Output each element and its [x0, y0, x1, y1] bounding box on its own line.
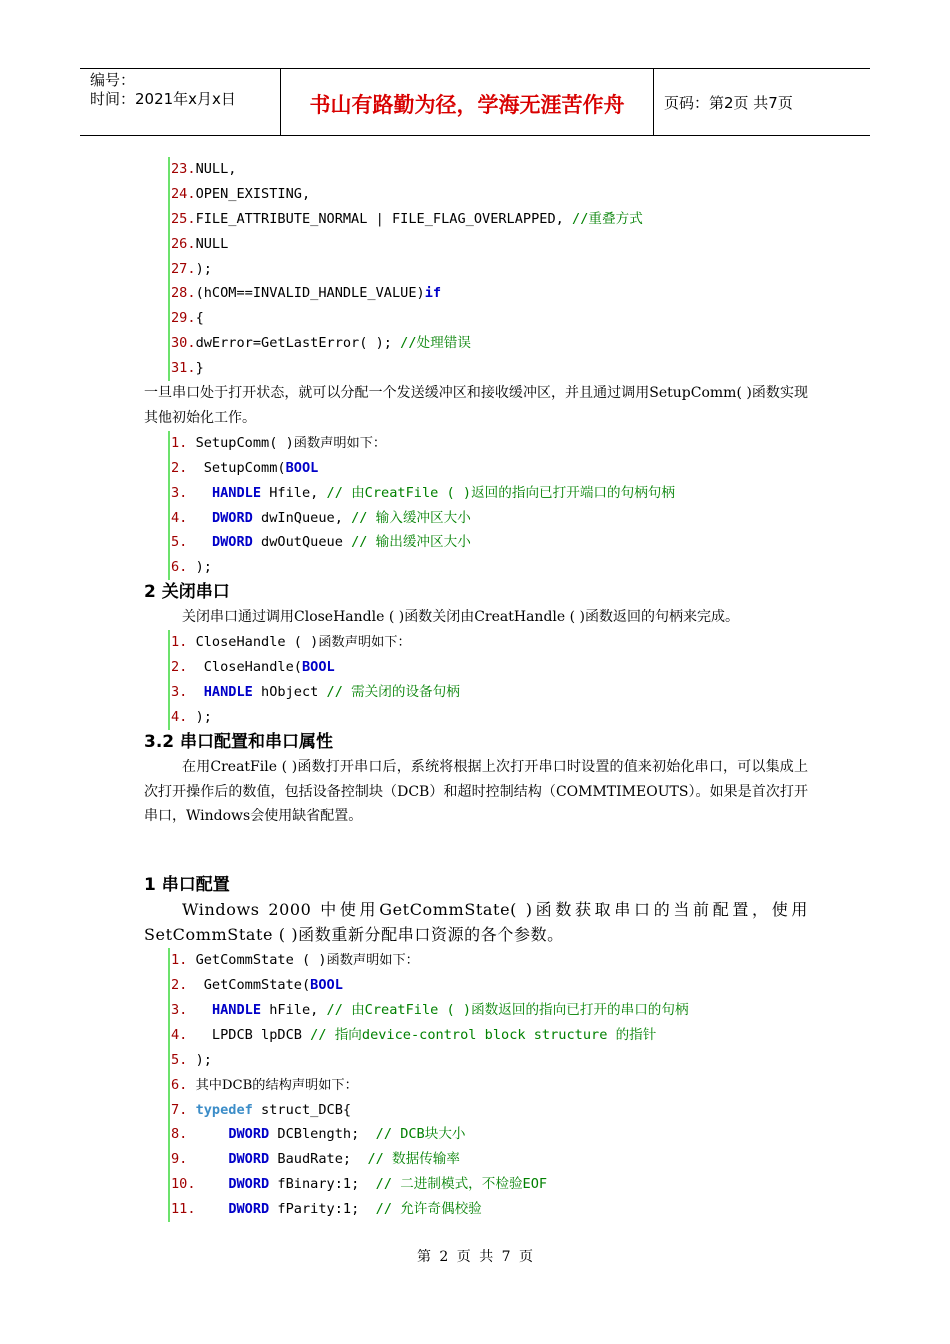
keyword: HANDLE — [211, 1001, 262, 1018]
code-block-closehandle — [168, 630, 808, 730]
code-text: OPEN_EXISTING, — [195, 185, 311, 202]
keyword: typedef — [195, 1101, 253, 1118]
code-text: hFile, — [261, 1001, 327, 1018]
code-text: SetupComm( — [195, 459, 286, 476]
line-number: 2. — [171, 459, 196, 476]
code-line — [171, 232, 808, 257]
code-text: Hfile, — [261, 484, 327, 501]
keyword: BOOL — [301, 658, 335, 675]
code-text: } — [195, 360, 204, 377]
line-number: 6. — [171, 1076, 196, 1093]
line-number: 26. — [171, 235, 196, 252]
code-text: ); — [195, 708, 212, 725]
code-text — [196, 534, 212, 550]
code-text — [196, 684, 204, 700]
code-line — [171, 431, 808, 456]
code-text: { — [195, 310, 204, 327]
line-number: 11. — [171, 1201, 196, 1218]
code-line — [171, 655, 808, 680]
keyword: BOOL — [310, 977, 343, 994]
code-line — [171, 157, 808, 182]
code-note: 函数声明如下： — [326, 953, 419, 969]
code-comment: //处理错误 — [400, 335, 471, 352]
code-text: hObject — [252, 683, 327, 700]
code-text: ); — [195, 260, 212, 277]
code-block-createfile-tail — [168, 157, 808, 381]
code-line — [171, 630, 808, 655]
code-text: DCBlength; — [269, 1126, 376, 1143]
code-line — [171, 506, 808, 531]
code-text — [196, 485, 212, 501]
paragraph-setupcomm-intro: 一旦串口处于打开状态，就可以分配一个发送缓冲区和接收缓冲区，并且通过调用SetupComm( )函数实现其他初始化工作。 — [144, 385, 808, 426]
paragraph-port-config-intro: 在用CreatFile ( )函数打开串口后，系统将根据上次打开串口时设置的值来初始化串口，可以集成上次打开操作后的数值，包括设备控制块（DCB）和超时控制结构（COMMTIMEOUTS）。如果是首次打开串口，Windows会使用缺省配置。 — [144, 758, 808, 825]
line-number: 1. — [171, 434, 196, 451]
line-number: 23. — [171, 161, 196, 177]
code-text: dwOutQueue — [252, 534, 352, 551]
code-text: (hCOM==INVALID_HANDLE_VALUE) — [195, 285, 425, 302]
code-line — [171, 1048, 808, 1073]
code-text: NULL, — [195, 161, 237, 177]
line-number: 30. — [171, 335, 196, 352]
code-line — [171, 1197, 808, 1222]
line-number: 10. — [171, 1176, 196, 1193]
keyword: DWORD — [228, 1126, 270, 1143]
code-text: dwInQueue, — [252, 509, 352, 526]
line-number: 4. — [171, 708, 196, 725]
header-meta — [80, 69, 281, 135]
code-comment: // 由CreatFile ( )函数返回的指向已打开的串口的句柄 — [326, 1001, 689, 1018]
code-comment: // 输出缓冲区大小 — [351, 534, 471, 551]
line-number: 3. — [171, 484, 196, 501]
code-line — [171, 948, 808, 973]
code-line — [171, 456, 808, 481]
code-text: CloseHandle( — [195, 658, 302, 675]
line-number: 7. — [171, 1101, 196, 1118]
code-block-getcommstate — [168, 948, 808, 1222]
code-text: FILE_ATTRIBUTE_NORMAL | FILE_FLAG_OVERLAPPED, — [195, 210, 573, 227]
line-number: 3. — [171, 1001, 196, 1018]
code-comment: // 由CreatFile ( )返回的指向已打开端口的句柄句柄 — [326, 484, 675, 501]
line-number: 1. — [171, 634, 196, 651]
code-line — [171, 1147, 808, 1172]
heading-close-port: 2 关闭串口 — [144, 582, 230, 603]
line-number: 31. — [171, 360, 196, 377]
code-line — [171, 182, 808, 207]
code-comment: //重叠方式 — [572, 210, 643, 227]
code-line — [171, 1122, 808, 1147]
document-body — [144, 157, 808, 1222]
code-text: CloseHandle ( ) — [195, 634, 319, 651]
code-comment: // DCB块大小 — [375, 1126, 466, 1143]
heading-port-config-attrs: 3.2 串口配置和串口属性 — [144, 731, 334, 752]
code-line — [171, 257, 808, 282]
code-line — [171, 705, 808, 730]
code-text: ); — [195, 559, 212, 576]
keyword: HANDLE — [203, 683, 253, 700]
code-text: ); — [195, 1051, 212, 1068]
paragraph-getcommstate-intro: Windows 2000 中使用GetCommState( )函数获取串口的当前配置，使用SetCommState ( )函数重新分配串口资源的各个参数。 — [144, 900, 808, 945]
line-number: 5. — [171, 1051, 196, 1068]
code-text: LPDCB lpDCB — [195, 1026, 311, 1043]
code-comment: // 指向device-control block structure 的指针 — [310, 1026, 657, 1043]
code-line — [171, 555, 808, 580]
code-line — [171, 530, 808, 555]
code-text — [196, 510, 212, 526]
line-number: 9. — [171, 1151, 196, 1168]
code-text — [196, 1176, 229, 1192]
code-text: NULL — [195, 235, 229, 252]
code-line — [171, 207, 808, 232]
code-text: SetupComm( ) — [195, 434, 294, 451]
line-number: 27. — [171, 260, 196, 277]
header-motto: 书山有路勤为径，学海无涯苦作舟 — [281, 69, 654, 135]
line-number: 28. — [171, 285, 196, 302]
code-line — [171, 331, 808, 356]
line-number: 4. — [171, 1026, 196, 1043]
line-number: 8. — [171, 1126, 196, 1143]
line-number: 25. — [171, 210, 196, 227]
code-text — [196, 1002, 212, 1018]
keyword: DWORD — [228, 1201, 270, 1218]
page-header — [80, 68, 870, 136]
code-line — [171, 680, 808, 705]
section-spacer — [144, 829, 808, 873]
keyword: BOOL — [285, 459, 319, 476]
line-number: 6. — [171, 559, 196, 576]
code-comment: // 允许奇偶校验 — [375, 1201, 482, 1218]
code-text: fParity:1; — [269, 1201, 376, 1218]
line-number: 3. — [171, 683, 196, 700]
line-number: 24. — [171, 185, 196, 202]
code-text: dwError=GetLastError( ); — [195, 335, 401, 352]
code-line — [171, 1023, 808, 1048]
code-comment: // 需关闭的设备句柄 — [326, 683, 460, 700]
code-text: struct_DCB{ — [252, 1101, 352, 1118]
code-text — [196, 1151, 229, 1167]
page-footer: 第 2 页 共 7 页 — [416, 1249, 534, 1265]
line-number: 29. — [171, 310, 196, 327]
line-number: 4. — [171, 509, 196, 526]
keyword: HANDLE — [211, 484, 262, 501]
code-note: 函数声明如下： — [318, 635, 411, 651]
keyword: DWORD — [211, 534, 253, 551]
code-line — [171, 1098, 808, 1123]
code-block-setupcomm — [168, 431, 808, 580]
code-text: GetCommState ( ) — [195, 952, 327, 969]
code-text — [196, 1201, 229, 1217]
code-line — [171, 1172, 808, 1197]
number-label: 编号： — [90, 71, 136, 89]
code-line — [171, 973, 808, 998]
code-note: 函数声明如下： — [293, 435, 387, 451]
code-line — [171, 1073, 808, 1098]
keyword: DWORD — [228, 1176, 270, 1193]
heading-port-config: 1 串口配置 — [144, 875, 230, 896]
code-text: fBinary:1; — [269, 1176, 376, 1193]
code-line — [171, 481, 808, 506]
code-comment: // 二进制模式，不检验EOF — [375, 1176, 548, 1193]
code-comment: // 数据传输率 — [367, 1151, 460, 1168]
code-line — [171, 998, 808, 1023]
line-number: 5. — [171, 534, 196, 551]
code-line — [171, 356, 808, 381]
code-text: GetCommState( — [195, 977, 311, 994]
code-text: BaudRate; — [269, 1151, 368, 1168]
line-number: 2. — [171, 658, 196, 675]
keyword: if — [424, 285, 442, 302]
keyword: DWORD — [211, 509, 253, 526]
paragraph-close-port: 关闭串口通过调用CloseHandle ( )函数关闭由CreatHandle ( )函数返回的句柄来完成。 — [182, 609, 739, 626]
code-line — [171, 306, 808, 331]
code-line — [171, 281, 808, 306]
line-number: 2. — [171, 977, 196, 994]
time-label: 时间：2021年x月x日 — [90, 90, 236, 108]
code-comment: // 输入缓冲区大小 — [351, 509, 471, 526]
header-page-code: 页码：第2页 共7页 — [664, 93, 793, 112]
line-number: 1. — [171, 952, 196, 969]
code-text — [196, 1126, 229, 1142]
code-note: 其中DCB的结构声明如下： — [195, 1077, 358, 1093]
keyword: DWORD — [228, 1151, 270, 1168]
